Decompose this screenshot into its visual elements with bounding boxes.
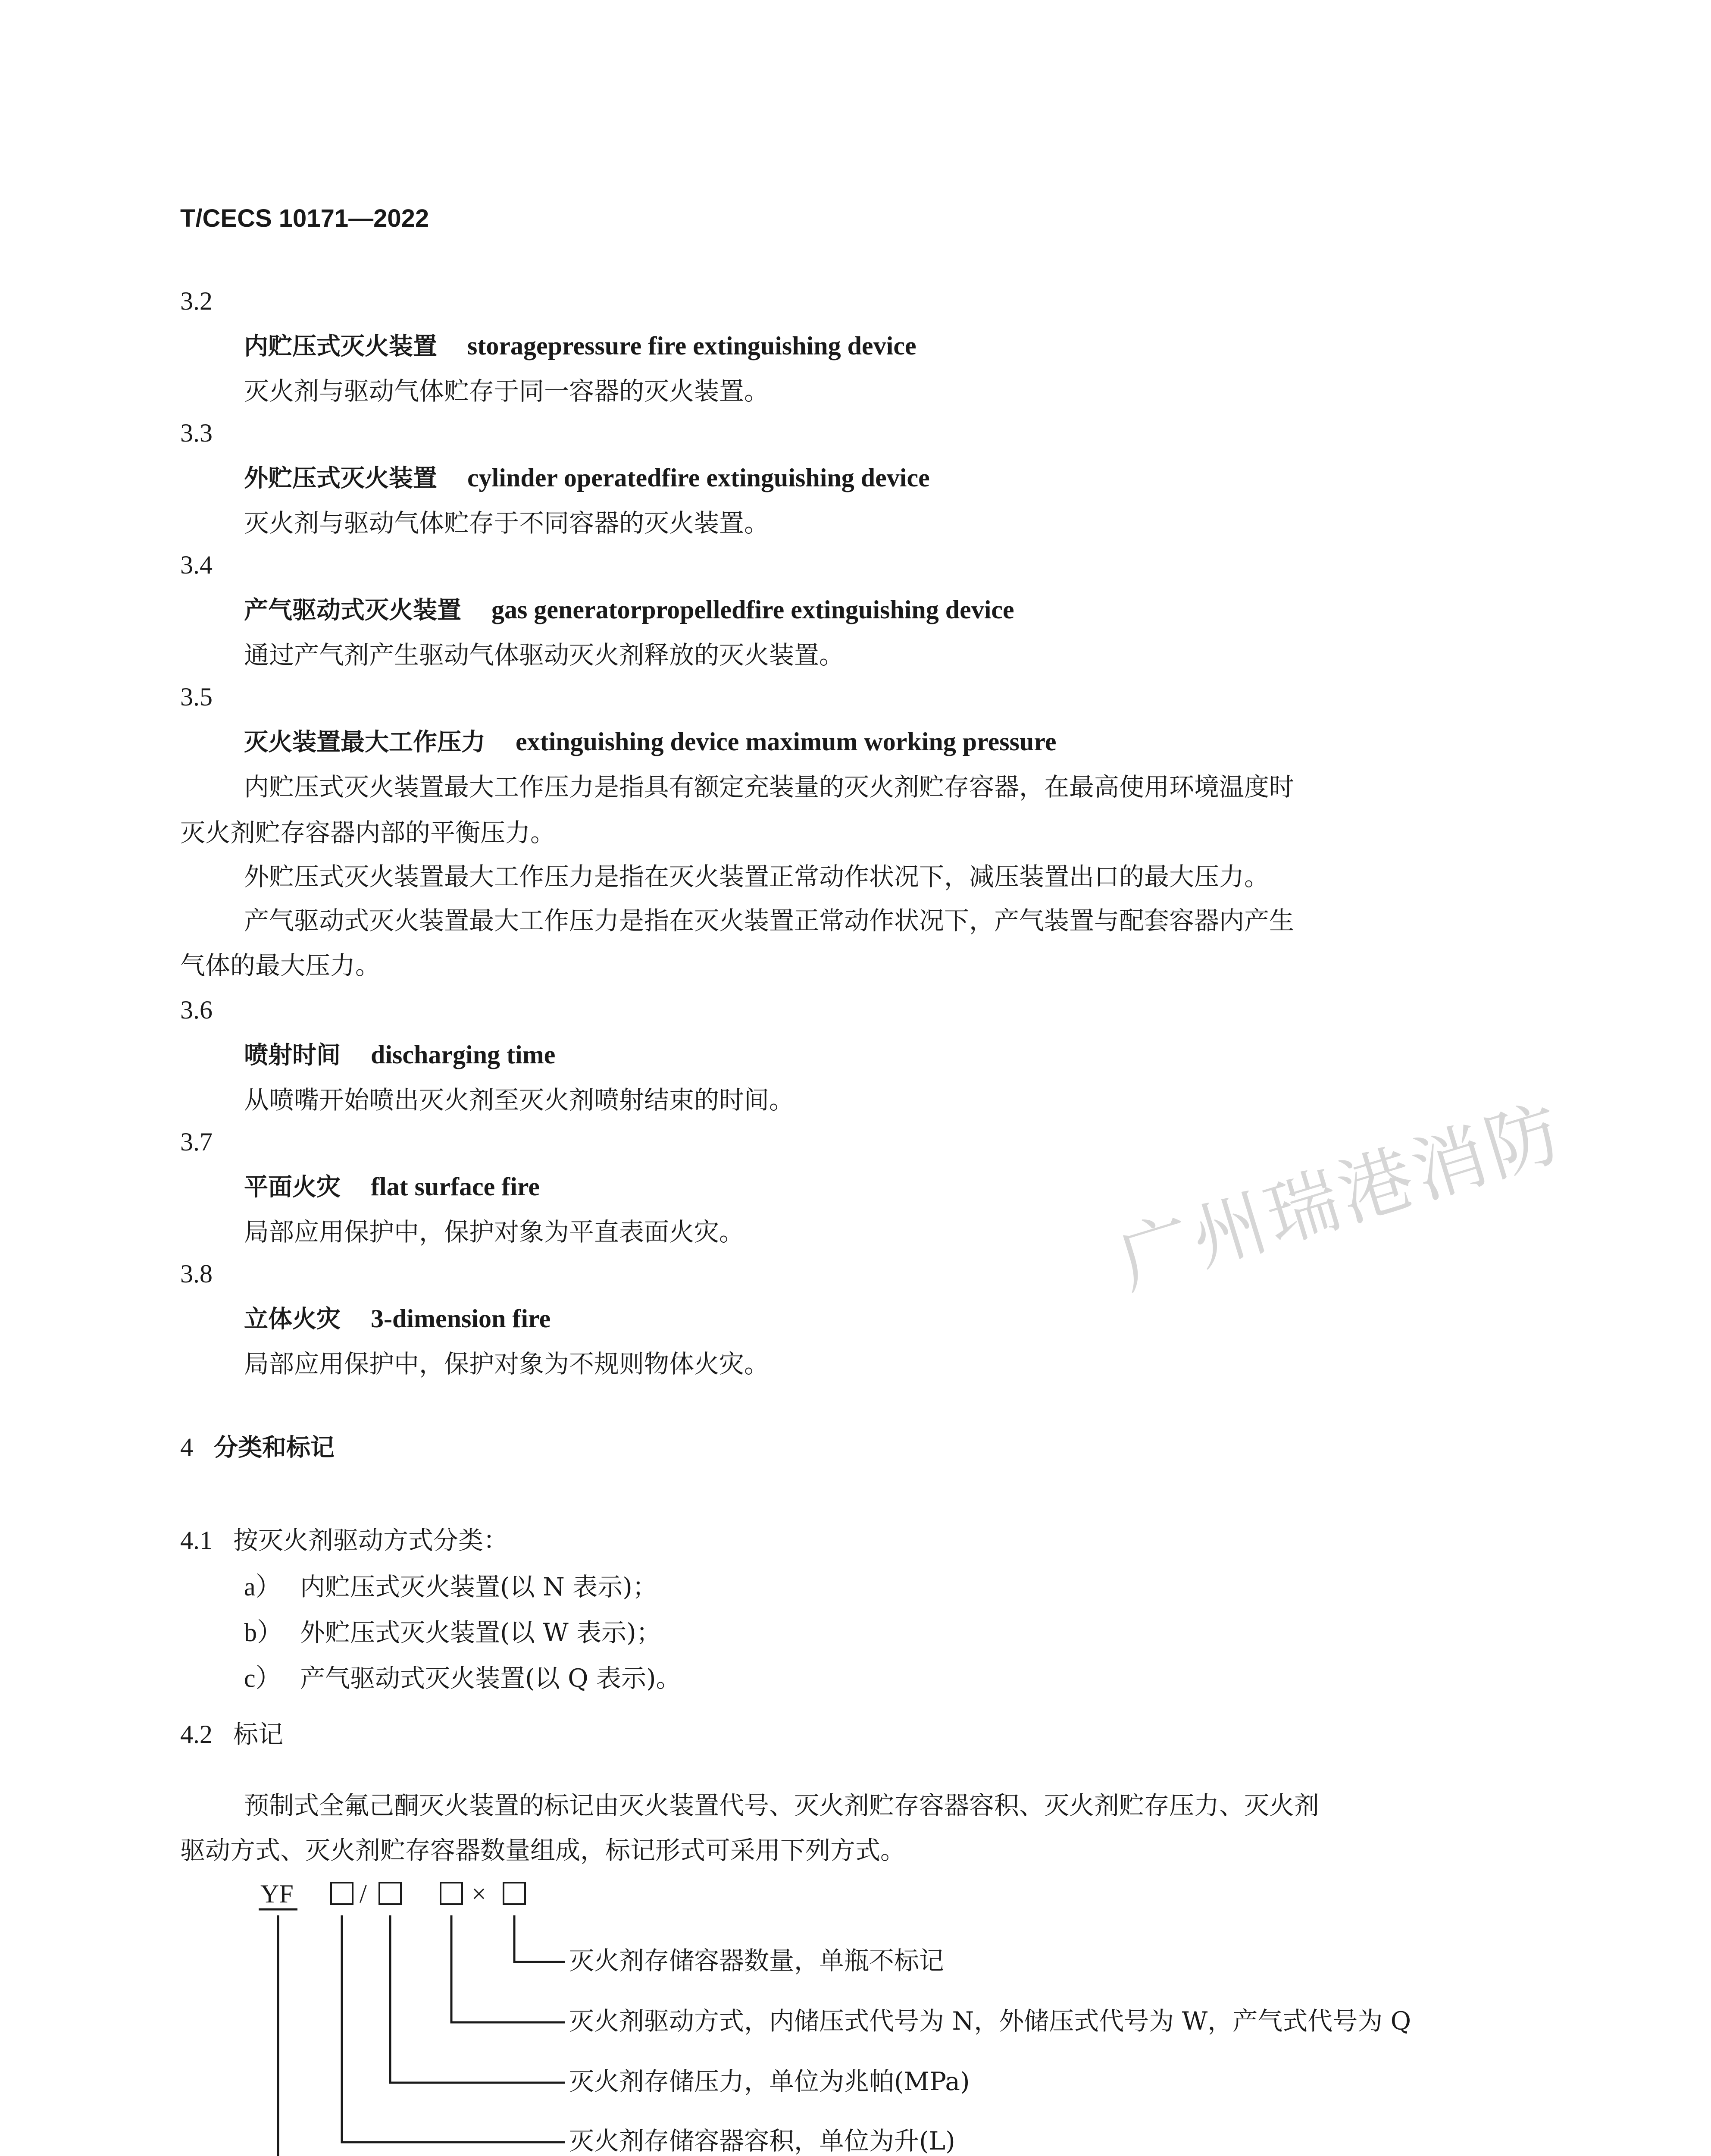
- legend-label-pressure: 灭火剂存储压力，单位为兆帕(MPa): [569, 2067, 970, 2096]
- term-definition-continued: 气体的最大压力。: [180, 951, 381, 980]
- term-title-zh: 灭火装置最大工作压力: [244, 728, 485, 756]
- code-slash: /: [360, 1880, 367, 1908]
- term-title-zh: 平面火灾: [244, 1173, 341, 1201]
- code-box-drive: [440, 1882, 463, 1905]
- term-number: 3.7: [180, 1128, 213, 1156]
- term-definition: 局部应用保护中，保护对象为平直表面火灾。: [244, 1217, 744, 1247]
- standard-code-header: T/CECS 10171—2022: [180, 204, 429, 232]
- term-definition: 通过产气剂产生驱动气体驱动灭火剂释放的灭火装置。: [244, 640, 845, 670]
- term-title-en: storagepressure fire extinguishing device: [467, 332, 916, 360]
- term-number: 3.3: [180, 419, 213, 447]
- term-number: 3.4: [180, 551, 213, 579]
- term-heading: [244, 597, 1014, 623]
- term-title-zh: 产气驱动式灭火装置: [244, 596, 461, 624]
- term-definition: 灭火剂与驱动气体贮存于同一容器的灭火装置。: [244, 376, 769, 406]
- list-marker: b）: [244, 1618, 283, 1647]
- term-title-zh: 外贮压式灭火装置: [244, 464, 437, 492]
- term-definition-continued: 灭火剂贮存容器内部的平衡压力。: [180, 818, 556, 847]
- watermark: 广州瑞港消防: [1108, 1089, 1574, 1305]
- paragraph: 预制式全氟己酮灭火装置的标记由灭火装置代号、灭火剂贮存容器容积、灭火剂贮存压力、灭火剂: [244, 1791, 1320, 1820]
- term-number: 3.5: [180, 683, 213, 711]
- term-definition: 产气驱动式灭火装置最大工作压力是指在灭火装置正常动作状况下，产气装置与配套容器内产生: [244, 906, 1295, 935]
- code-box-pressure: [378, 1882, 402, 1905]
- list-item: [244, 1620, 661, 1645]
- subsection-title: 按灭火剂驱动方式分类：: [233, 1526, 509, 1555]
- term-number: 3.6: [180, 996, 213, 1024]
- code-box-quantity: [503, 1882, 526, 1905]
- subsection-heading: [180, 1721, 283, 1747]
- list-marker: a）: [244, 1573, 282, 1601]
- subsection-number: 4.1: [180, 1526, 213, 1554]
- term-title-zh: 内贮压式灭火装置: [244, 332, 437, 360]
- term-definition: 灭火剂与驱动气体贮存于不同容器的灭火装置。: [244, 508, 769, 538]
- term-title-en: discharging time: [371, 1040, 556, 1069]
- term-heading: [244, 1306, 551, 1332]
- code-times: ×: [472, 1880, 486, 1908]
- section-title: 分类和标记: [214, 1434, 335, 1462]
- term-definition: 内贮压式灭火装置最大工作压力是指具有额定充装量的灭火剂贮存容器，在最高使用环境温度时: [244, 772, 1295, 802]
- term-heading: [244, 333, 916, 359]
- legend-label-volume: 灭火剂存储容器容积，单位为升(L): [569, 2126, 955, 2156]
- term-title-en: flat surface fire: [371, 1172, 540, 1201]
- term-title-en: cylinder operatedfire extinguishing device: [467, 464, 930, 492]
- term-heading: [244, 729, 1057, 755]
- list-marker: c）: [244, 1664, 282, 1692]
- list-item-text: 产气驱动式灭火装置(以 Q 表示)。: [300, 1664, 681, 1693]
- term-title-zh: 立体火灾: [244, 1305, 341, 1333]
- term-definition: 外贮压式灭火装置最大工作压力是指在灭火装置正常动作状况下，减压装置出口的最大压力。: [244, 862, 1270, 891]
- list-item: [244, 1574, 657, 1600]
- paragraph-continued: 驱动方式、灭火剂贮存容器数量组成，标记形式可采用下列方式。: [180, 1836, 906, 1865]
- term-title-en: gas generatorpropelledfire extinguishing device: [491, 595, 1014, 624]
- list-item: [244, 1665, 681, 1691]
- term-heading: [244, 1174, 540, 1200]
- list-item-text: 外贮压式灭火装置(以 W 表示)；: [300, 1618, 661, 1647]
- term-title-en: extinguishing device maximum working pressure: [516, 727, 1057, 756]
- term-definition: 从喷嘴开始喷出灭火剂至灭火剂喷射结束的时间。: [244, 1085, 795, 1115]
- code-box-volume: [330, 1882, 353, 1905]
- legend-label-drive: 灭火剂驱动方式，内储压式代号为 N，外储压式代号为 W，产气式代号为 Q: [569, 2006, 1411, 2036]
- term-title-zh: 喷射时间: [244, 1041, 341, 1069]
- subsection-number: 4.2: [180, 1720, 213, 1749]
- legend-label-quantity: 灭火剂存储容器数量，单瓶不标记: [569, 1946, 945, 1975]
- section-number: 4: [180, 1433, 193, 1461]
- code-prefix: YF: [260, 1880, 294, 1908]
- subsection-title: 标记: [233, 1720, 284, 1749]
- list-item-text: 内贮压式灭火装置(以 N 表示)；: [300, 1572, 657, 1601]
- term-heading: [244, 1042, 555, 1068]
- term-number: 3.8: [180, 1260, 213, 1288]
- subsection-heading: [180, 1527, 508, 1553]
- term-heading: [244, 465, 930, 491]
- term-definition: 局部应用保护中，保护对象为不规则物体火灾。: [244, 1349, 769, 1379]
- section-heading: [180, 1434, 335, 1460]
- term-title-en: 3-dimension fire: [371, 1304, 551, 1333]
- term-number: 3.2: [180, 287, 213, 315]
